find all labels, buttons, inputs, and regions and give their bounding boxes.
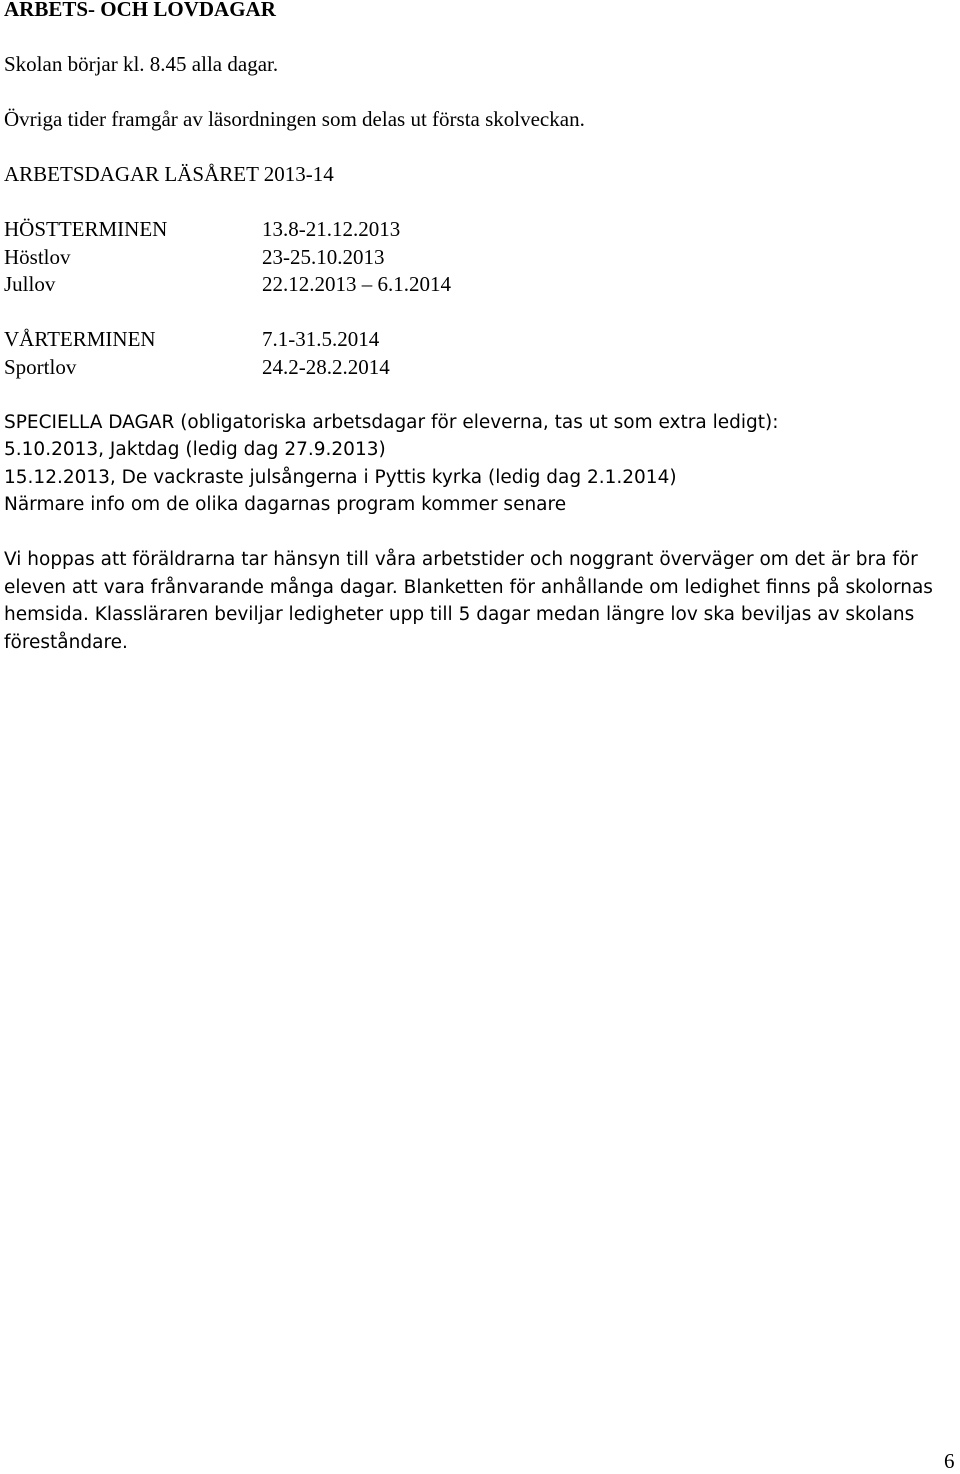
spacer	[4, 24, 956, 52]
term-label: Jullov	[4, 272, 56, 296]
spacer	[4, 381, 956, 409]
page-heading: ARBETS- OCH LOVDAGAR	[4, 0, 276, 21]
other-times-note: Övriga tider framgår av läsordningen som delas ut första skolveckan.	[4, 107, 585, 131]
workdays-title: ARBETSDAGAR LÄSÅRET 2013-14	[4, 162, 334, 186]
absence-paragraph: Vi hoppas att föräldrarna tar hänsyn till våra arbetstider och noggrant överväger om det är bra för eleven att vara frånvarande många dagar. Blanketten för anhållande om ledighet finns på skolornas hemsida. Klassläraren beviljar ledigheter upp till 5 dagar medan längre lov ska beviljas av skolans föreståndare.	[4, 549, 933, 653]
spacer	[4, 519, 956, 547]
special-days-note: Närmare info om de olika dagarnas program kommer senare	[4, 494, 567, 515]
term-dates: 23-25.10.2013	[262, 244, 385, 269]
term-dates: 24.2-28.2.2014	[262, 354, 390, 379]
term-row	[4, 244, 956, 272]
term-label: Sportlov	[4, 354, 77, 379]
term-row	[4, 326, 956, 354]
term-label: Höstlov	[4, 244, 71, 269]
special-days-heading: SPECIELLA DAGAR (obligatoriska arbetsdagar för eleverna, tas ut som extra ledigt):	[4, 411, 779, 433]
term-dates: 22.12.2013 – 6.1.2014	[262, 272, 451, 296]
term-dates: 13.8-21.12.2013	[262, 217, 401, 241]
spacer	[4, 134, 956, 162]
spacer	[4, 79, 956, 107]
term-row	[4, 354, 956, 382]
page-number: 6	[944, 1449, 955, 1473]
special-day-item: 5.10.2013, Jaktdag (ledig dag 27.9.2013)	[4, 439, 386, 460]
term-dates: 7.1-31.5.2014	[262, 327, 380, 351]
school-start-time: Skolan börjar kl. 8.45 alla dagar.	[4, 52, 279, 76]
special-days-section	[4, 409, 956, 657]
term-label: VÅRTERMINEN	[4, 327, 156, 351]
document-page	[4, 0, 956, 656]
term-label: HÖSTTERMINEN	[4, 217, 168, 241]
spring-term-table	[4, 326, 956, 381]
spacer	[4, 299, 956, 327]
special-day-item: 15.12.2013, De vackraste julsångerna i Pyttis kyrka (ledig dag 2.1.2014)	[4, 466, 677, 488]
term-row	[4, 216, 956, 244]
autumn-term-table	[4, 216, 956, 299]
spacer	[4, 189, 956, 217]
term-row	[4, 271, 956, 299]
